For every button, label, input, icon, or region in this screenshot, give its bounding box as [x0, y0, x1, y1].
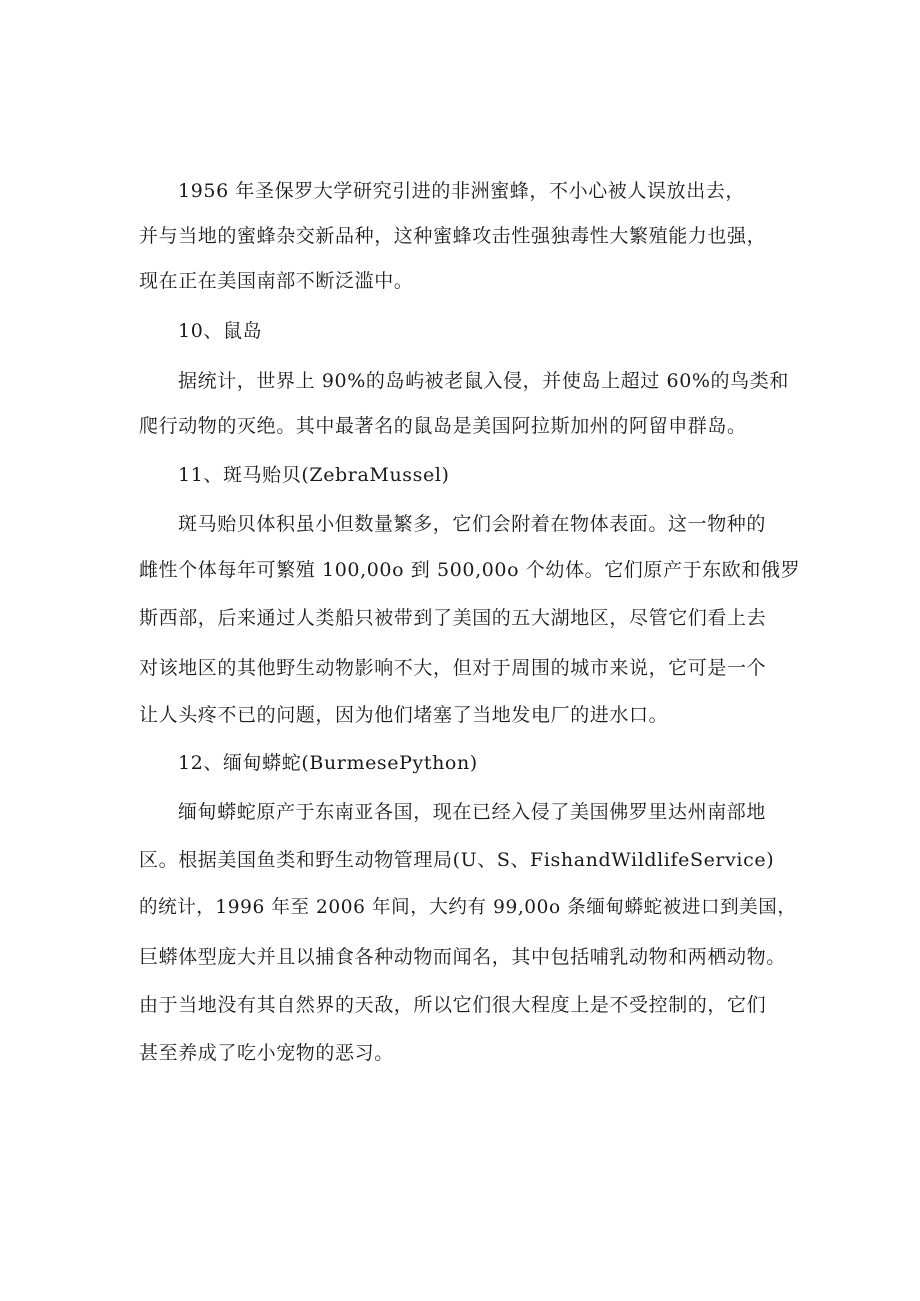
paragraph-line: 的统计，1996 年至 2006 年间，大约有 99,00o 条缅甸蟒蛇被进口到美国， — [139, 897, 797, 918]
paragraph-line: 斯西部，后来通过人类船只被带到了美国的五大湖地区，尽管它们看上去 — [139, 607, 767, 629]
paragraph-line: 让人头疼不已的问题，因为他们堵塞了当地发电厂的进水口。 — [139, 704, 669, 726]
paragraph-line: 爬行动物的灭绝。其中最著名的鼠岛是美国阿拉斯加州的阿留申群岛。 — [139, 415, 747, 437]
paragraph-line: 区。根据美国鱼类和野生动物管理局(U、S、FishandWildlifeService) — [139, 849, 775, 871]
paragraph-line: 雌性个体每年可繁殖 100,00o 到 500,00o 个幼体。它们原产于东欧和俄罗 — [139, 559, 801, 581]
paragraph-line: 缅甸蟒蛇原产于东南亚各国，现在已经入侵了美国佛罗里达州南部地 — [178, 801, 767, 823]
paragraph-line: 并与当地的蜜蜂杂交新品种，这种蜜蜂攻击性强独毒性大繁殖能力也强， — [139, 225, 767, 247]
section-heading: 11、斑马贻贝(ZebraMussel) — [178, 464, 450, 486]
paragraph-line: 据统计，世界上 90%的岛屿被老鼠入侵，并使岛上超过 60%的鸟类和 — [178, 370, 789, 392]
section-heading: 12、缅甸蟒蛇(BurmesePython) — [178, 752, 478, 774]
paragraph-line: 1956 年圣保罗大学研究引进的非洲蜜蜂，不小心被人误放出去， — [178, 180, 745, 202]
paragraph-line: 巨蟒体型庞大并且以捕食各种动物而闻名，其中包括哺乳动物和两栖动物。 — [139, 946, 786, 968]
paragraph-line: 斑马贻贝体积虽小但数量繁多，它们会附着在物体表面。这一物种的 — [178, 513, 767, 535]
paragraph-line: 对该地区的其他野生动物影响不大，但对于周围的城市来说，它可是一个 — [139, 657, 767, 679]
paragraph-line: 现在正在美国南部不断泛滥中。 — [139, 270, 414, 292]
section-heading: 10、鼠岛 — [178, 320, 263, 342]
paragraph-line: 由于当地没有其自然界的天敌，所以它们很大程度上是不受控制的，它们 — [139, 994, 767, 1016]
paragraph-line: 甚至养成了吃小宠物的恶习。 — [139, 1042, 394, 1064]
